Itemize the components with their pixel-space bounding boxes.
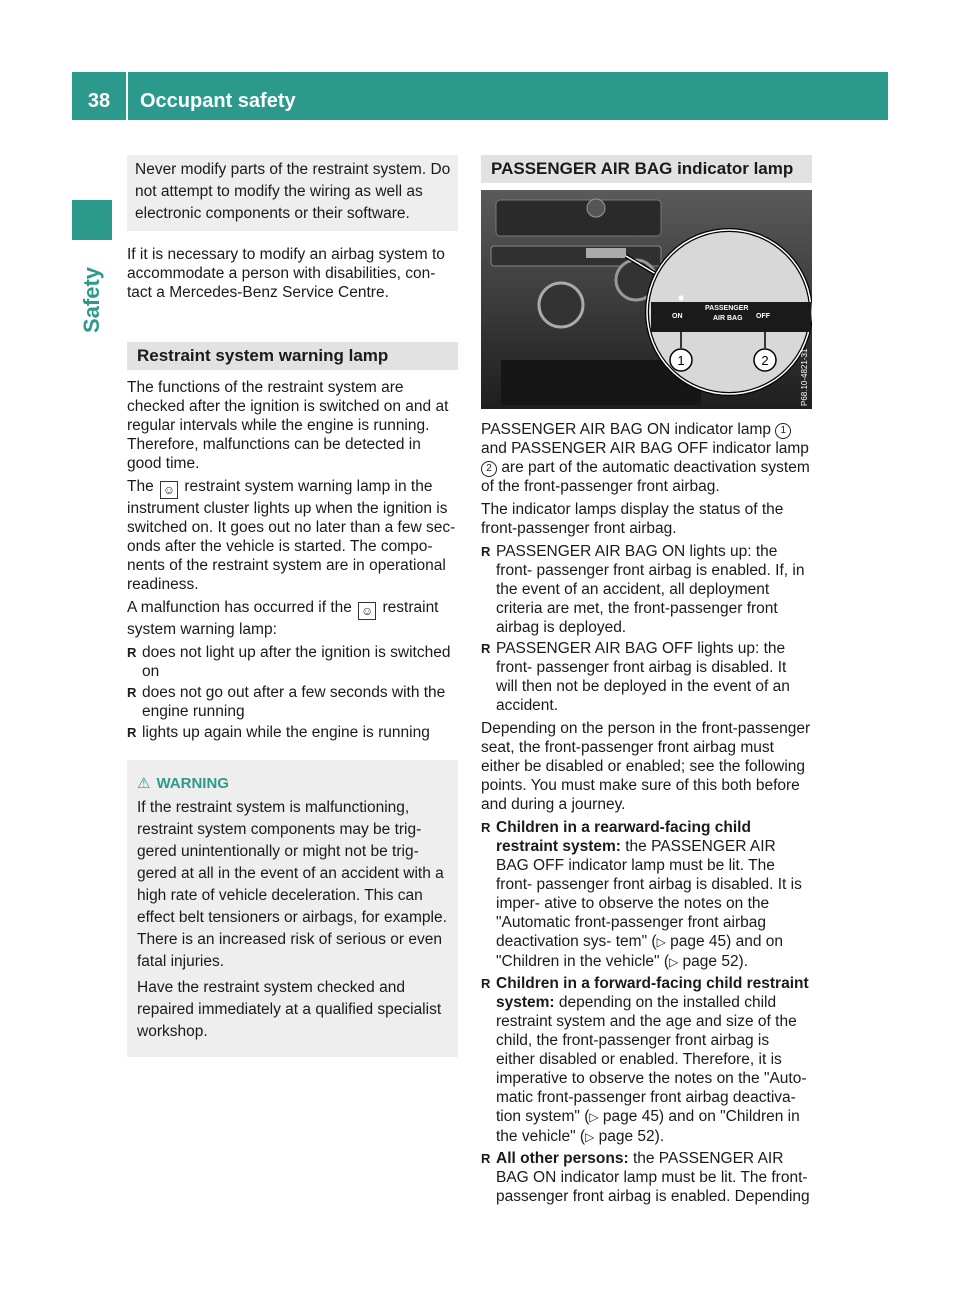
figure-label-off: OFF — [756, 313, 770, 320]
console-panel-top — [496, 200, 661, 236]
callout-2-number: 2 — [761, 353, 769, 368]
section-heading: Restraint system warning lamp — [127, 342, 458, 370]
section-heading: PASSENGER AIR BAG indicator lamp — [481, 155, 812, 183]
list-item: R Children in a rearward-facing child restraint system: the PASSENGER AIR BAG OFF indicator lamp must be lit. The front- passenger front airbag is disabled. It is imper- ative to observe the notes on the "Automatic front-passenger front airbag deactivation sys- tem" (▷ page 45) and on "Children in the vehicle" (▷ page 52). — [481, 818, 812, 972]
page-ref-arrow-icon: ▷ — [585, 1130, 595, 1144]
paragraph: The ☺ restraint system warning lamp in the instrument cluster lights up when the ignition is switched on. It goes out no later than a few sec- onds after the vehicle is started. The compo- nents of the restraint system are in operational readiness. — [127, 478, 456, 593]
callout-ref-1: 1 — [775, 423, 791, 439]
indicator-lamp-figure — [481, 190, 812, 409]
paragraph: The functions of the restraint system are checked after the ignition is switched on and at regular intervals while the engine is running. Therefore, malfunctions can be detected in good time. — [127, 379, 449, 472]
on-lamp-dot — [679, 296, 684, 301]
figure-code: P68.10-4821-31 — [800, 348, 809, 406]
list-item: R does not go out after a few seconds with the engine running — [127, 683, 458, 721]
page-number: 38 — [87, 90, 111, 112]
chapter-title: Occupant safety — [140, 90, 296, 112]
page-ref-arrow-icon: ▷ — [668, 955, 679, 969]
section-marker-block — [72, 200, 112, 240]
bullet-list — [481, 818, 812, 1206]
paragraph: If it is necessary to modify an airbag system to accommodate a person with disabilities, con- tact a Mercedes-Benz Service Centre. — [127, 246, 445, 301]
warning-box — [127, 760, 458, 1057]
page-ref-link[interactable]: page 45) and on "Children in the vehicle" ( — [496, 1108, 800, 1145]
page-ref-link[interactable]: page 52). — [682, 953, 749, 970]
right-column-body — [481, 420, 812, 1210]
left-column — [127, 155, 458, 1057]
figure-label-passenger: PASSENGER — [705, 305, 749, 312]
note-line-2: not attempt to modify the wiring as well as — [135, 183, 423, 200]
list-item: R Children in a forward-facing child restraint system: depending on the installed child restraint system and the age and size of the child, the front-passenger front airbag is either disabled or enabled. Therefore, it is imperative to observe the notes on the "Auto- matic front-passenger front airbag deactiva- tion system" (▷ page 45) and on "Children in the vehicle" (▷ page 52). — [481, 974, 812, 1147]
list-item: R PASSENGER AIR BAG ON lights up: the front- passenger front airbag is enabled. If, in the event of an accident, all deployment criteria are met, the front-passenger front airbag is deployed. — [481, 542, 812, 637]
header-divider — [126, 72, 128, 120]
warning-text: If the restraint system is malfunctioning, restraint system components may be trig- gered unintentionally or might not be trig- gered at all in the event of an accident with a high rate of vehicle deceleration. This can effect belt tensioners or airbags, for example. There is an increased risk of serious or even fatal injuries. — [137, 799, 447, 970]
section-tab — [72, 255, 112, 345]
warning-text: Have the restraint system checked and repaired immediately at a qualified specialist workshop. — [137, 979, 442, 1040]
note-line-1: Never modify parts of the restraint system. Do — [135, 161, 451, 178]
paragraph: The indicator lamps display the status of the front-passenger front airbag. — [481, 501, 784, 537]
warning-triangle-icon: ⚠ — [137, 775, 151, 792]
callout-ref-2: 2 — [481, 461, 497, 477]
bullet-list — [127, 643, 458, 742]
paragraph: A malfunction has occurred if the ☺ restraint system warning lamp: — [127, 599, 439, 638]
list-item: R All other persons: the PASSENGER AIR BAG ON indicator lamp must be lit. The front- passenger front airbag is enabled. Depending — [481, 1149, 812, 1206]
figure-label-airbag: AIR BAG — [713, 315, 743, 322]
list-item: R does not light up after the ignition is switched on — [127, 643, 458, 681]
page-ref-link[interactable]: page 45) and on "Children in the vehicle" ( — [496, 933, 784, 970]
page-ref-arrow-icon: ▷ — [589, 1110, 599, 1124]
figure-label-on: ON — [672, 313, 683, 320]
page-ref-link[interactable]: page 52). — [598, 1128, 665, 1145]
paragraph: PASSENGER AIR BAG ON indicator lamp 1 and PASSENGER AIR BAG OFF indicator lamp 2 are part of the automatic deactivation system of the front-passenger front airbag. — [481, 421, 810, 495]
warning-heading: ⚠ WARNING — [137, 775, 229, 792]
climate-dial-left — [539, 283, 583, 327]
bullet-list — [481, 542, 812, 715]
page-ref-arrow-icon: ▷ — [656, 935, 666, 949]
callout-1-number: 1 — [677, 353, 685, 368]
note-box — [127, 155, 458, 231]
console-knob — [587, 199, 605, 217]
list-item: R PASSENGER AIR BAG OFF lights up: the front- passenger front airbag is disabled. It will then not be deployed in the event of an accident. — [481, 639, 812, 715]
airbag-warning-lamp-icon: ☺ — [160, 481, 178, 499]
paragraph: Depending on the person in the front-passenger seat, the front-passenger front airbag must either be disabled or enabled; see the following points. You must make sure of this both before and during a journey. — [481, 720, 811, 813]
airbag-warning-lamp-icon: ☺ — [358, 602, 376, 620]
section-tab-label: Safety — [79, 266, 104, 334]
note-line-3: electronic components or their software. — [135, 205, 410, 222]
indicator-strip — [586, 248, 626, 258]
right-column — [481, 155, 812, 191]
list-item: R lights up again while the engine is running — [127, 723, 458, 742]
